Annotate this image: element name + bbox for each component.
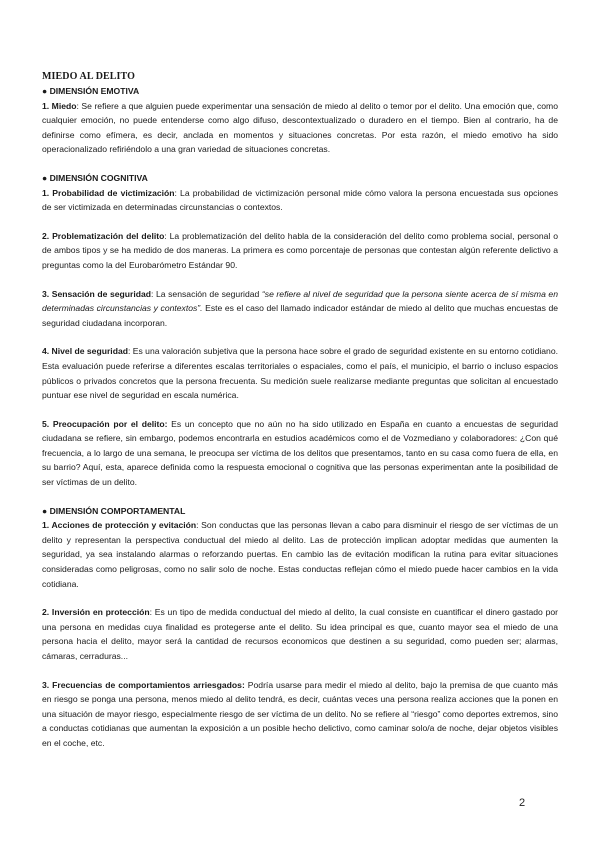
section-heading: ● DIMENSIÓN COGNITIVA [42,172,148,183]
section-cognitiva [42,171,558,490]
paragraph-nivel-seguridad [42,344,558,402]
term-label: 1. Probabilidad de victimización [42,187,175,198]
paragraph-text: : Son conductas que las personas llevan a cabo para disminuir el riesgo de ser víctimas de un delito y representan la perspectiva conductual del miedo al delito. Las de protección implican adoptar medidas que aumenten la seguridad, ya sea instalando alarmas o reforzando puertas. En cambio las de evitación modifican la rutina para evitar situaciones consideradas como peligrosas, como no salir solo de noche. Estas conductas reflejan cómo el miedo puede hacer cambios en la vida cotidiana. [42,520,558,589]
paragraph-text-continued: Este es el caso del llamado indicador estándar de miedo al delito que muchas encuestas de seguridad ciudadana incorporan. [42,303,559,328]
paragraph-miedo [42,99,558,157]
italic-quote: “se refiere al nivel de seguridad que la persona siente acerca de sí misma en determinadas circunstancias y contextos”. [42,288,558,314]
paragraph-acciones-proteccion [42,518,558,591]
document-page [42,70,558,751]
paragraph-text: : Se refiere a que alguien puede experimentar una sensación de miedo al delito o temor por el delito. Una emoción que, como cualquier emoción, no puede entenderse como algo difuso, descontextualizado o duradero en el tiempo. Bien al contrario, ha de definirse como efímera, es decir, anclada en momentos y situaciones concretas. Por esta razón, el miedo emotivo ha sido operacionalizado refiriéndolo a una gran variedad de situaciones concretas. [42,100,558,155]
term-label: 4. Nivel de seguridad [42,346,128,357]
paragraph-text: : La problematización del delito habla de la consideración del delito como problema social, personal o de ambos tipos y se ha medido de dos maneras. La primera es como porcentaje de personas que contestan algún referente delictivo a preguntas como la del Eurobarómetro Estándar 90. [42,230,558,270]
term-label: 1. Acciones de protección y evitación [42,520,197,531]
paragraph-text: : La probabilidad de victimización personal mide cómo valora la persona encuestada sus opciones de ser victimizada en determinadas circunstancias o contextos. [42,187,559,213]
paragraph-text: : Es un tipo de medida conductual del miedo al delito, la cual consiste en cuantificar el dinero gastado por una persona en medidas cuya finalidad es protegerse ante el delito. Su idea principal es que, cuanto mayor sea el miedo de una persona hacia el delito, mayor será la cantidad de recursos economicos que destinen a su seguridad, como pueden ser; alarmas, cámaras, cerraduras... [42,607,558,661]
term-label: 5. Preocupación por el delito: [42,418,168,429]
document-title: MIEDO AL DELITO [42,71,136,82]
paragraph-preocupacion-delito [42,417,558,490]
term-label: 1. Miedo [42,100,77,111]
section-comportamental [42,504,558,751]
paragraph-text: Podría usarse para medir el miedo al delito, bajo la premisa de que cuanto más en riesgo se ponga una persona, menos miedo al delito tendrá, es decir, cuántas veces una persona realiza acciones que la ponen en una situación de mayor riesgo, especialmente riesgo de ser víctima de un delito. No se refiere al “riesgo” como deportes extremos, sino a conductas cotidianas que aumentan la exposición a un posible hecho delictivo, como caminar solo/a de noche, dejar objetos visibles en el coche, etc. [42,679,558,748]
paragraph-text: Es un concepto que no aún no ha sido utilizado en España en cuanto a encuestas de seguridad ciudadana se refiere, sin embargo, podemos encontrarla en estudios académicos como el de Vozmediano y colaboradores: ¿Con qué frecuencia, a lo largo de una semana, le preocupa ser víctima de los delitos que presentamos, tanto en su casa como fuera de ella, en su barrio? Aquí, esta, aparece definida como la respuesta emocional o cognitiva que las personas experimentan ante la posibilidad de ser víctimas de un delito. [42,418,558,488]
paragraph-probabilidad-victimizacion [42,186,558,215]
section-heading: ● DIMENSIÓN EMOTIVA [42,86,140,96]
term-label: 2. Problematización del delito [42,230,165,241]
section-heading: ● DIMENSIÓN COMPORTAMENTAL [42,505,186,516]
paragraph-sensacion-seguridad [42,287,558,331]
paragraph-problematizacion-delito [42,229,558,273]
page-number: 2 [519,797,526,809]
term-label: 2. Inversión en protección [42,607,150,618]
term-label: 3. Sensación de seguridad [42,288,152,299]
section-emotiva [42,84,558,157]
paragraph-comportamientos-arriesgados [42,678,558,751]
paragraph-text: : Es una valoración subjetiva que la persona hace sobre el grado de seguridad existente en su entorno cotidiano. Esta evaluación puede referirse a diferentes escalas territoriales o espaciales, como el país, el municipio, el barrio o incluso espacios públicos o privados concretos que la persona frecuenta. Su medición suele realizarse mediante preguntas que solicitan al encuestado puntuar ese nivel de seguridad en escala numérica. [42,346,558,401]
paragraph-text: : La sensación de seguridad [151,288,262,299]
term-label: 3. Frecuencias de comportamientos arriesgados: [42,679,245,690]
paragraph-inversion-proteccion [42,605,558,663]
